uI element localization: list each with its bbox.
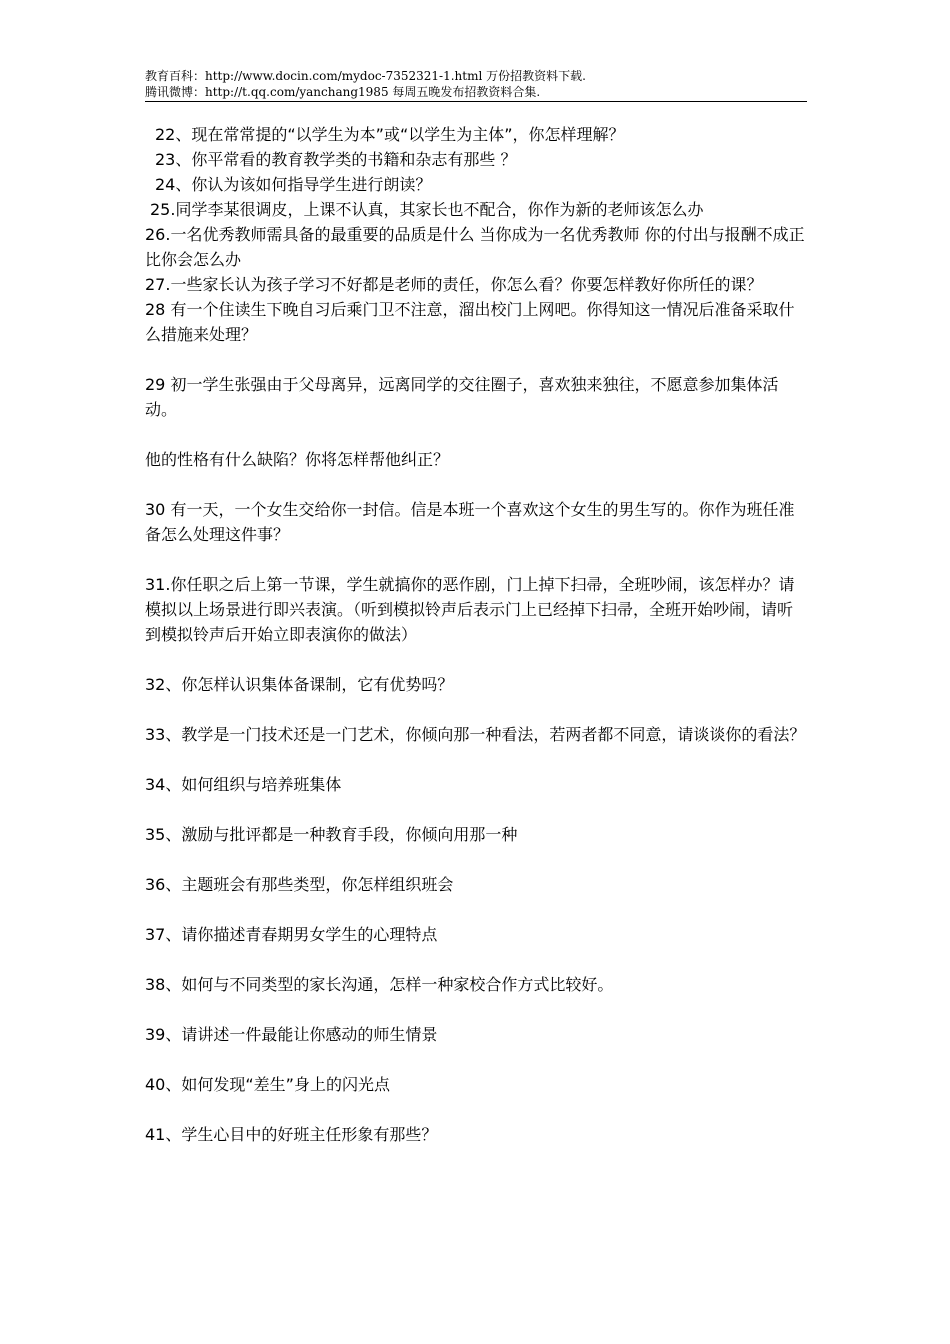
header-divider bbox=[145, 101, 807, 102]
question-34: 34、如何组织与培养班集体 bbox=[145, 775, 342, 794]
question-list bbox=[145, 122, 807, 1147]
question-23: 23、你平常看的教育教学类的书籍和杂志有那些 ？ bbox=[155, 150, 517, 169]
header-line-weibo: 腾讯微博：http://t.qq.com/yanchang1985 每周五晚发布招教资料合集. bbox=[145, 85, 541, 99]
page-header bbox=[145, 68, 807, 100]
question-24: 24、你认为该如何指导学生进行朗读？ bbox=[155, 175, 432, 194]
question-29: 29 初一学生张强由于父母离异，远离同学的交往圈子，喜欢独来独往，不愿意参加集体活动。 bbox=[145, 375, 779, 419]
question-31: 31.你任职之后上第一节课，学生就搞你的恶作剧，门上掉下扫帚，全班吵闹，该怎样办？请模拟以上场景进行即兴表演。（听到模拟铃声后表示门上已经掉下扫帚，全班开始吵闹，请听到模拟铃声后开始立即表演你的做法） bbox=[145, 575, 795, 644]
question-33: 33、教学是一门技术还是一门艺术，你倾向那一种看法，若两者都不同意，请谈谈你的看法？ bbox=[145, 725, 806, 744]
question-36: 36、主题班会有那些类型，你怎样组织班会 bbox=[145, 875, 454, 894]
question-40: 40、如何发现“差生”身上的闪光点 bbox=[145, 1075, 390, 1094]
question-26: 26.一名优秀教师需具备的最重要的品质是什么 当你成为一名优秀教师 你的付出与报酬不成正比你会怎么办 bbox=[145, 225, 805, 269]
header-line-docin: 教育百科：http://www.docin.com/mydoc-7352321-1.html 万份招教资料下载. bbox=[145, 69, 586, 83]
question-25: 25.同学李某很调皮，上课不认真，其家长也不配合，你作为新的老师该怎么办 bbox=[150, 200, 704, 219]
question-37: 37、请你描述青春期男女学生的心理特点 bbox=[145, 925, 438, 944]
question-27: 27.一些家长认为孩子学习不好都是老师的责任，你怎么看？你要怎样教好你所任的课？ bbox=[145, 275, 763, 294]
question-38: 38、如何与不同类型的家长沟通，怎样一种家校合作方式比较好。 bbox=[145, 975, 614, 994]
question-35: 35、激励与批评都是一种教育手段，你倾向用那一种 bbox=[145, 825, 518, 844]
question-41: 41、学生心目中的好班主任形象有那些？ bbox=[145, 1125, 438, 1144]
question-30: 30 有一天，一个女生交给你一封信。信是本班一个喜欢这个女生的男生写的。你作为班任准备怎么处理这件事？ bbox=[145, 500, 795, 544]
question-28: 28 有一个住读生下晚自习后乘门卫不注意，溜出校门上网吧。你得知这一情况后准备采取什么措施来处理？ bbox=[145, 300, 795, 344]
question-32: 32、你怎样认识集体备课制，它有优势吗？ bbox=[145, 675, 454, 694]
question-29-followup: 他的性格有什么缺陷？你将怎样帮他纠正？ bbox=[145, 450, 450, 469]
question-22: 22、现在常常提的“以学生为本”或“以学生为主体”，你怎样理解？ bbox=[155, 125, 625, 144]
question-39: 39、请讲述一件最能让你感动的师生情景 bbox=[145, 1025, 438, 1044]
